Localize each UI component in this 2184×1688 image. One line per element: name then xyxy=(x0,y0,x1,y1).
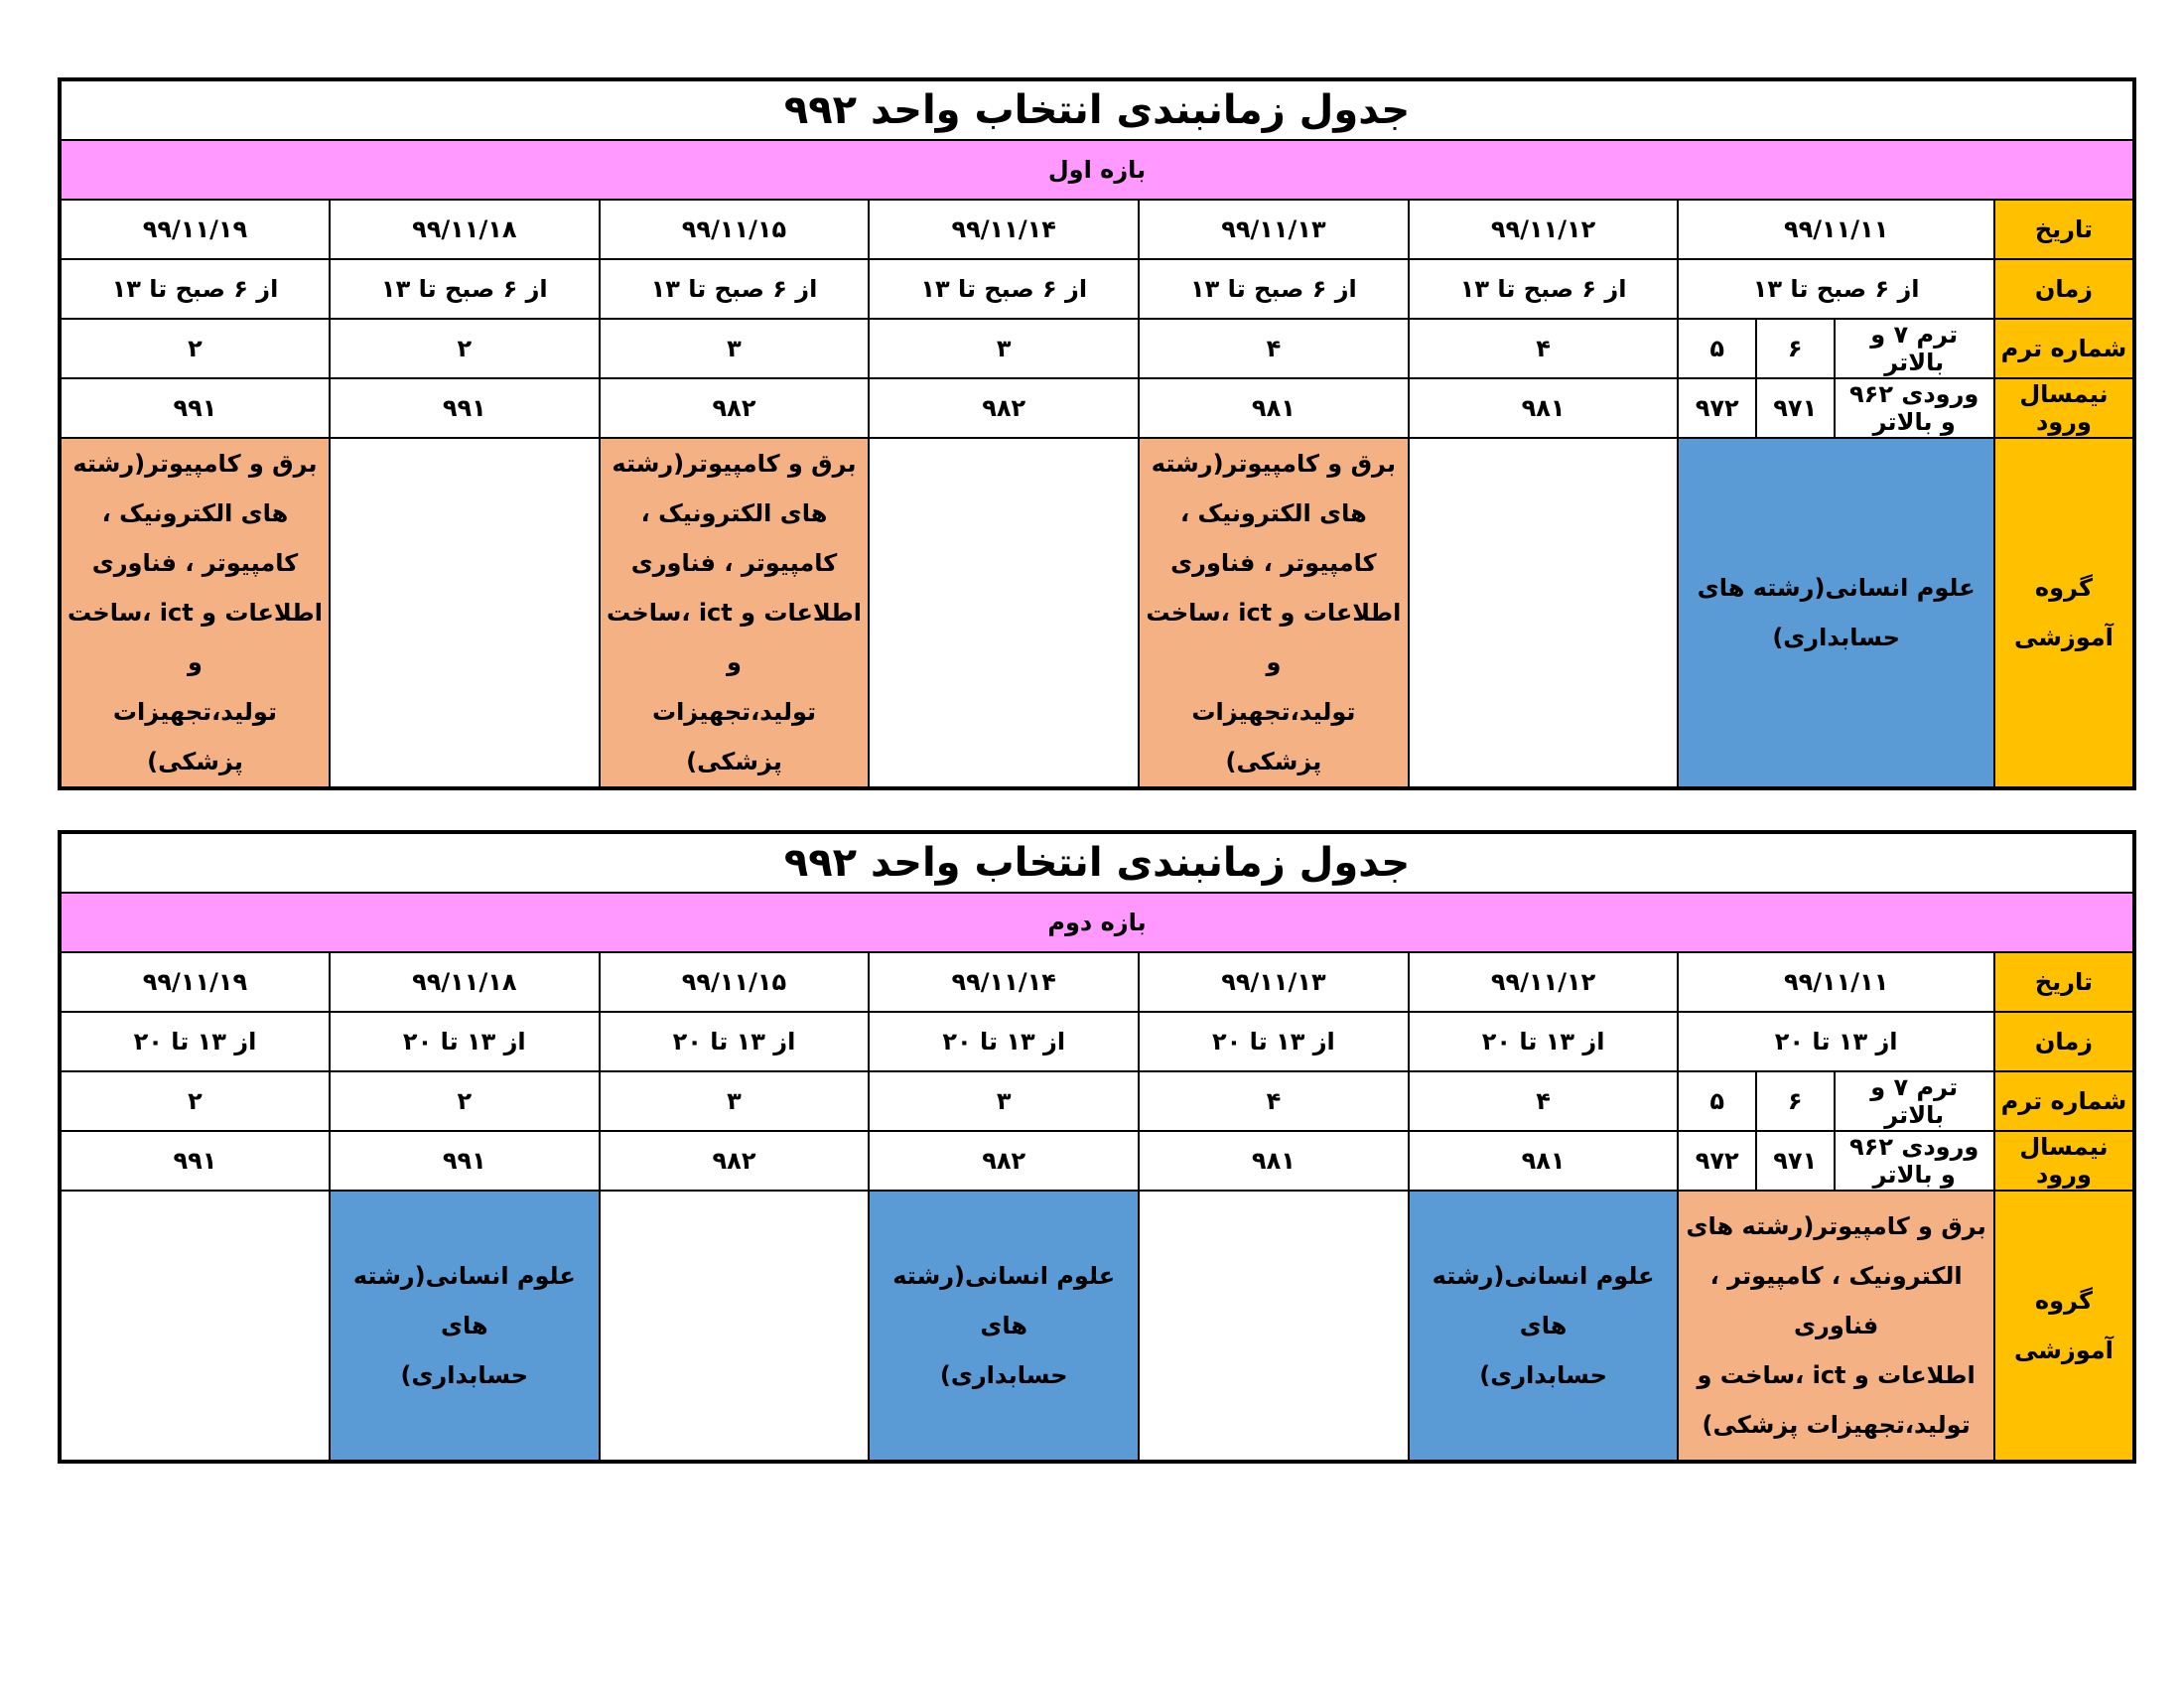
entry-row xyxy=(60,378,2134,438)
time-cell: از ۱۳ تا ۲۰ xyxy=(330,1012,600,1071)
term-row xyxy=(60,1071,2134,1131)
entry-label: نیمسال ورود xyxy=(1994,1131,2134,1191)
time-cell: از ۶ صبح تا ۱۳ xyxy=(60,259,330,319)
schedule-table-first-period xyxy=(58,77,2136,790)
term-row xyxy=(60,319,2134,378)
entry-cell: ۹۹۱ xyxy=(60,1131,330,1191)
group-cell: علوم انسانی(رشته های حسابداری) xyxy=(330,1191,600,1462)
group-cell xyxy=(869,438,1139,788)
date-label: تاریخ xyxy=(1994,952,2134,1012)
date-cell: ۹۹/۱۱/۱۲ xyxy=(1409,200,1679,259)
table-title: جدول زمانبندی انتخاب واحد ۹۹۲ xyxy=(60,79,2134,140)
group-cell: برق و کامپیوتر(رشته های الکترونیک ، کامپیوتر ، فناوری اطلاعات و ict ،ساخت و تولید،تجهیزات پزشکی) xyxy=(60,438,330,788)
term-cell: ۲ xyxy=(60,319,330,378)
entry-cell: ۹۸۱ xyxy=(1139,1131,1409,1191)
date-cell: ۹۹/۱۱/۱۴ xyxy=(869,200,1139,259)
date-row xyxy=(60,200,2134,259)
date-cell: ۹۹/۱۱/۱۳ xyxy=(1139,952,1409,1012)
date-cell: ۹۹/۱۱/۱۹ xyxy=(60,200,330,259)
time-row xyxy=(60,259,2134,319)
term-cell: ترم ۷ و بالاتر xyxy=(1835,1071,1994,1131)
entry-cell: ۹۹۱ xyxy=(60,378,330,438)
entry-cell: ۹۷۱ xyxy=(1756,378,1835,438)
time-cell: از ۱۳ تا ۲۰ xyxy=(600,1012,870,1071)
date-cell: ۹۹/۱۱/۱۸ xyxy=(330,952,600,1012)
group-cell: برق و کامپیوتر(رشته های الکترونیک ، کامپیوتر ، فناوری اطلاعات و ict ،ساخت و تولید،تجهیزات پزشکی) xyxy=(1678,1191,1993,1462)
date-label: تاریخ xyxy=(1994,200,2134,259)
entry-cell: ۹۸۱ xyxy=(1409,378,1679,438)
entry-cell: ۹۸۱ xyxy=(1139,378,1409,438)
schedule-table-second-period xyxy=(58,830,2136,1464)
term-cell: ۴ xyxy=(1409,319,1679,378)
time-row xyxy=(60,1012,2134,1071)
group-label: گروه آموزشی xyxy=(1994,438,2134,788)
time-cell: از ۱۳ تا ۲۰ xyxy=(1678,1012,1993,1071)
time-cell: از ۱۳ تا ۲۰ xyxy=(869,1012,1139,1071)
term-cell: ۲ xyxy=(60,1071,330,1131)
time-cell: از ۶ صبح تا ۱۳ xyxy=(1678,259,1993,319)
date-cell: ۹۹/۱۱/۱۸ xyxy=(330,200,600,259)
group-cell: برق و کامپیوتر(رشته های الکترونیک ، کامپیوتر ، فناوری اطلاعات و ict ،ساخت و تولید،تجهیزات پزشکی) xyxy=(600,438,870,788)
entry-cell: ۹۷۲ xyxy=(1678,1131,1756,1191)
date-cell: ۹۹/۱۱/۱۵ xyxy=(600,200,870,259)
entry-label: نیمسال ورود xyxy=(1994,378,2134,438)
date-cell: ۹۹/۱۱/۱۳ xyxy=(1139,200,1409,259)
term-cell: ۳ xyxy=(600,319,870,378)
group-cell: علوم انسانی(رشته های حسابداری) xyxy=(869,1191,1139,1462)
term-cell: ۲ xyxy=(330,319,600,378)
entry-cell: ۹۸۲ xyxy=(600,1131,870,1191)
entry-cell: ۹۹۱ xyxy=(330,378,600,438)
time-cell: از ۶ صبح تا ۱۳ xyxy=(869,259,1139,319)
group-cell xyxy=(330,438,600,788)
date-cell: ۹۹/۱۱/۱۱ xyxy=(1678,952,1993,1012)
term-cell: ۴ xyxy=(1139,1071,1409,1131)
term-cell: ۲ xyxy=(330,1071,600,1131)
group-cell: علوم انسانی(رشته های حسابداری) xyxy=(1678,438,1993,788)
date-cell: ۹۹/۱۱/۱۴ xyxy=(869,952,1139,1012)
term-cell: ترم ۷ و بالاتر xyxy=(1835,319,1994,378)
time-cell: از ۶ صبح تا ۱۳ xyxy=(600,259,870,319)
term-cell: ۳ xyxy=(869,319,1139,378)
term-cell: ۴ xyxy=(1409,1071,1679,1131)
entry-cell: ورودی ۹۶۲ و بالاتر xyxy=(1835,1131,1994,1191)
entry-cell: ۹۹۱ xyxy=(330,1131,600,1191)
table-title: جدول زمانبندی انتخاب واحد ۹۹۲ xyxy=(60,832,2134,893)
entry-cell: ۹۸۲ xyxy=(600,378,870,438)
entry-cell: ورودی ۹۶۲ و بالاتر xyxy=(1835,378,1994,438)
group-cell: علوم انسانی(رشته های حسابداری) xyxy=(1409,1191,1679,1462)
date-cell: ۹۹/۱۱/۱۱ xyxy=(1678,200,1993,259)
group-cell xyxy=(600,1191,870,1462)
group-cell xyxy=(1409,438,1679,788)
group-cell xyxy=(1139,1191,1409,1462)
time-cell: از ۶ صبح تا ۱۳ xyxy=(330,259,600,319)
time-cell: از ۶ صبح تا ۱۳ xyxy=(1139,259,1409,319)
term-cell: ۴ xyxy=(1139,319,1409,378)
term-cell: ۳ xyxy=(869,1071,1139,1131)
group-row xyxy=(60,1191,2134,1462)
period-header: بازه دوم xyxy=(60,893,2134,952)
time-cell: از ۱۳ تا ۲۰ xyxy=(1409,1012,1679,1071)
entry-cell: ۹۷۱ xyxy=(1756,1131,1835,1191)
entry-cell: ۹۷۲ xyxy=(1678,378,1756,438)
date-row xyxy=(60,952,2134,1012)
group-cell: برق و کامپیوتر(رشته های الکترونیک ، کامپیوتر ، فناوری اطلاعات و ict ،ساخت و تولید،تجهیزات پزشکی) xyxy=(1139,438,1409,788)
time-cell: از ۱۳ تا ۲۰ xyxy=(60,1012,330,1071)
term-label: شماره ترم xyxy=(1994,319,2134,378)
entry-cell: ۹۸۱ xyxy=(1409,1131,1679,1191)
group-label: گروه آموزشی xyxy=(1994,1191,2134,1462)
entry-cell: ۹۸۲ xyxy=(869,1131,1139,1191)
term-cell: ۳ xyxy=(600,1071,870,1131)
date-cell: ۹۹/۱۱/۱۵ xyxy=(600,952,870,1012)
group-cell xyxy=(60,1191,330,1462)
date-cell: ۹۹/۱۱/۱۹ xyxy=(60,952,330,1012)
term-cell: ۶ xyxy=(1756,1071,1835,1131)
date-cell: ۹۹/۱۱/۱۲ xyxy=(1409,952,1679,1012)
time-cell: از ۶ صبح تا ۱۳ xyxy=(1409,259,1679,319)
term-cell: ۵ xyxy=(1678,319,1756,378)
entry-cell: ۹۸۲ xyxy=(869,378,1139,438)
period-header: بازه اول xyxy=(60,140,2134,200)
term-label: شماره ترم xyxy=(1994,1071,2134,1131)
time-label: زمان xyxy=(1994,259,2134,319)
time-label: زمان xyxy=(1994,1012,2134,1071)
entry-row xyxy=(60,1131,2134,1191)
term-cell: ۶ xyxy=(1756,319,1835,378)
time-cell: از ۱۳ تا ۲۰ xyxy=(1139,1012,1409,1071)
group-row xyxy=(60,438,2134,788)
term-cell: ۵ xyxy=(1678,1071,1756,1131)
